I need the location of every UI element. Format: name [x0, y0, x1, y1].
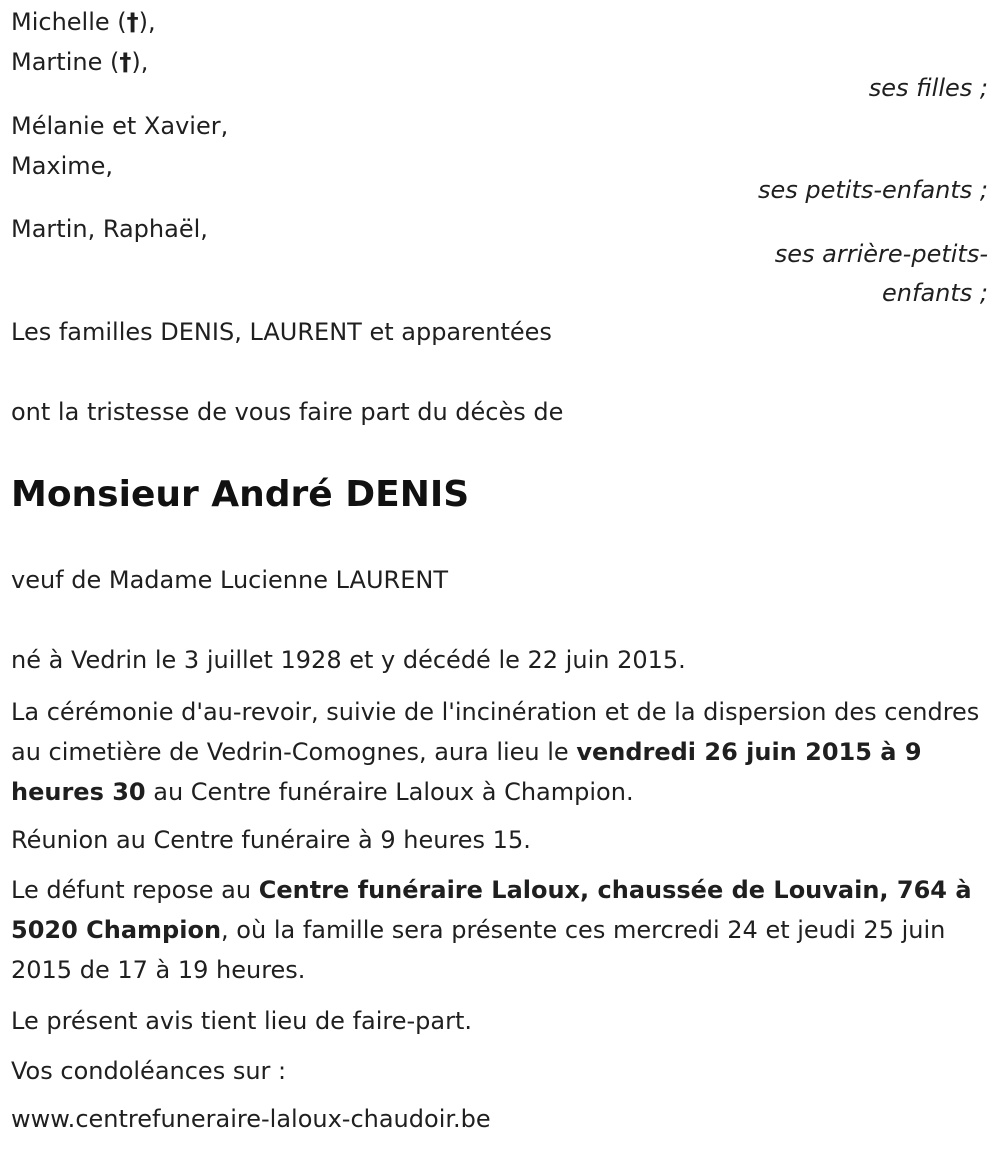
- families-line: Les familles DENIS, LAURENT et apparentées: [11, 318, 552, 346]
- widower-of: veuf de Madame Lucienne LAURENT: [11, 566, 448, 594]
- cross-icon: †: [126, 8, 139, 36]
- grandchild-line: Mélanie et Xavier,: [11, 112, 229, 140]
- ceremony-paragraph: La cérémonie d'au-revoir, suivie de l'incinération et de la dispersion des cendres au cimetière de Vedrin-Comognes, aura lieu le vendredi 26 juin 2015 à 9 heures 30 au Centre funéraire Laloux à Champion.: [11, 698, 980, 806]
- condolences-label: Vos condoléances sur :: [11, 1057, 287, 1085]
- daughter-michelle: Michelle (†),: [11, 8, 156, 36]
- grandchildren-label: ses petits-enfants ;: [757, 176, 988, 204]
- great-grandchild-line: Martin, Raphaël,: [11, 215, 208, 243]
- daughters-label: ses filles ;: [868, 74, 988, 102]
- grandchild-line: Maxime,: [11, 152, 114, 180]
- website-link[interactable]: www.centrefuneraire-laloux-chaudoir.be: [11, 1105, 491, 1133]
- announcement: ont la tristesse de vous faire part du décès de: [11, 398, 564, 426]
- cross-icon: †: [119, 48, 132, 76]
- great-grandchildren-label-2: enfants ;: [882, 279, 988, 307]
- daughter-martine: Martine (†),: [11, 48, 149, 76]
- notice-line: Le présent avis tient lieu de faire-part.: [11, 1007, 473, 1035]
- resting-paragraph: Le défunt repose au Centre funéraire Laloux, chaussée de Louvain, 764 à 5020 Champion, où la famille sera présente ces mercredi 24 et jeudi 25 juin 2015 de 17 à 19 heures.: [11, 876, 972, 984]
- great-grandchildren-label-1: ses arrière-petits-: [774, 240, 988, 268]
- birth-death: né à Vedrin le 3 juillet 1928 et y décédé le 22 juin 2015.: [11, 646, 686, 674]
- deceased-name: Monsieur André DENIS: [11, 474, 470, 515]
- meeting-line: Réunion au Centre funéraire à 9 heures 15.: [11, 826, 531, 854]
